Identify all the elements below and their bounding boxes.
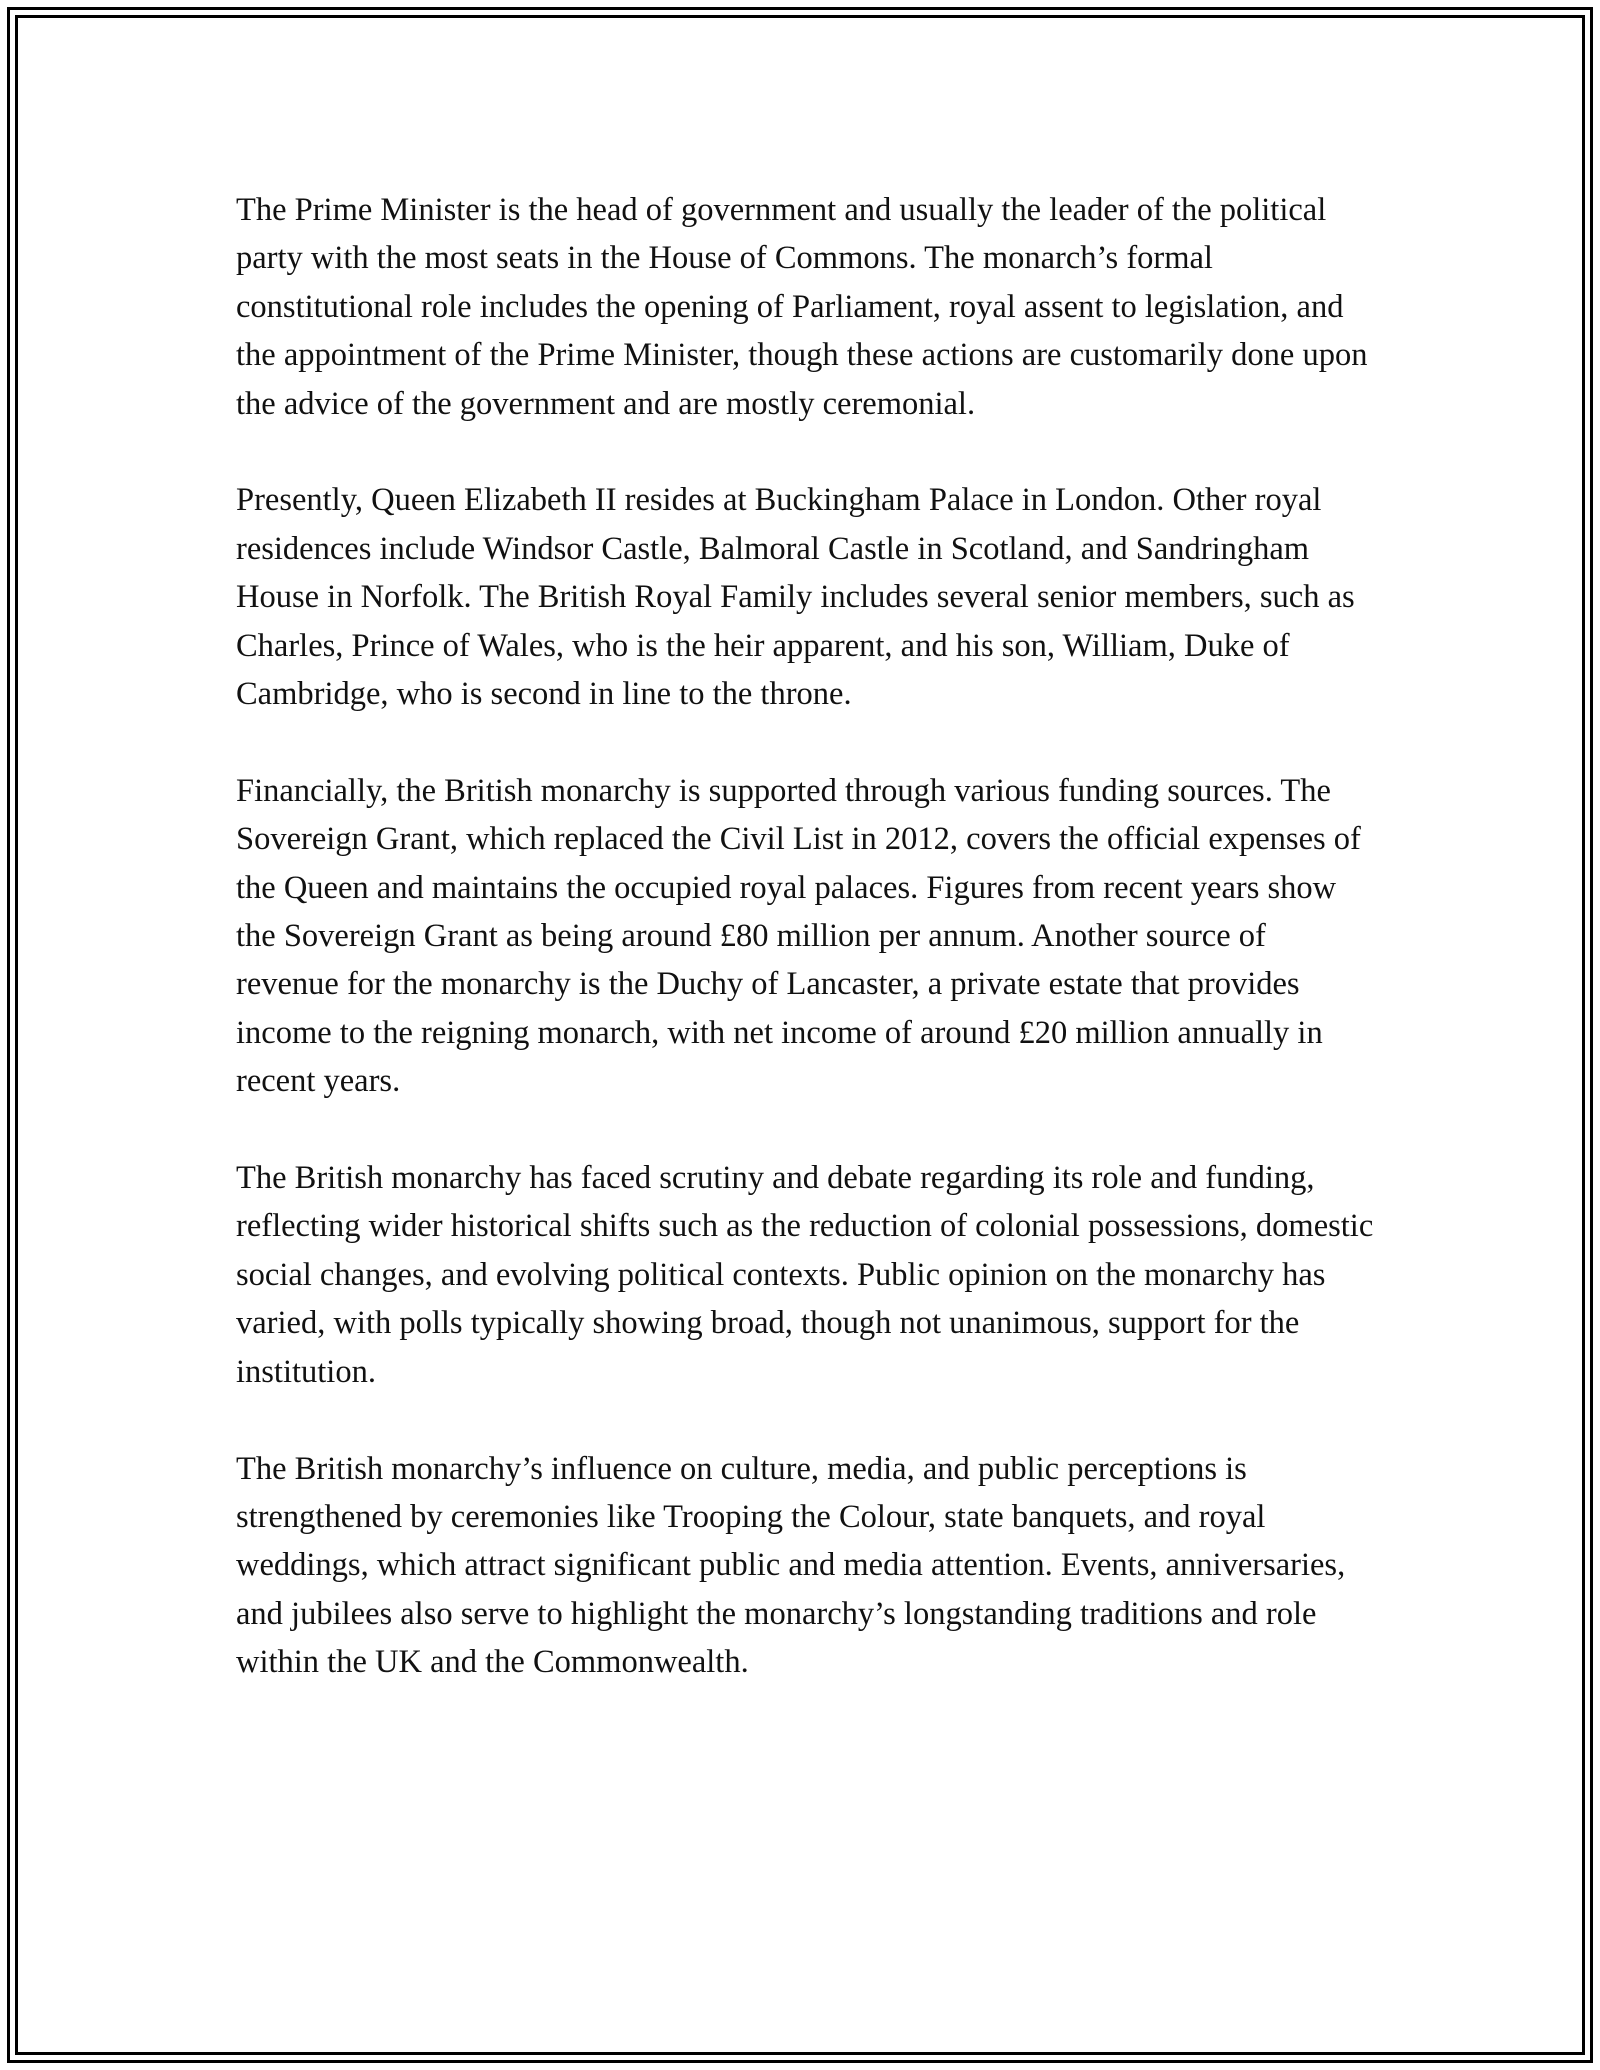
paragraph-scrutiny: The British monarchy has faced scrutiny and debate regarding its role and funding, reflecting wider historical shifts such as the reduction of colonial possessions, domestic social changes, and evolving political contexts. Public opinion on the monarchy has varied, with polls typically showing broad, though not unanimous, support for the institution. [236, 1160, 1374, 1390]
paragraph-royal-residences: Presently, Queen Elizabeth II resides at Buckingham Palace in London. Other royal residences include Windsor Castle, Balmoral Castle in Scotland, and Sandringham House in Norfolk. The British Royal Family includes several senior members, such as Charles, Prince of Wales, who is the heir apparent, and his son, William, Duke of Cambridge, who is second in line to the throne. [236, 482, 1355, 713]
paragraph-prime-minister: The Prime Minister is the head of government and usually the leader of the political party with the most seats in the House of Commons. The monarch’s formal constitutional role includes the opening of Parliament, royal assent to legislation, and the appointment of the Prime Minister, though these actions are customarily done upon the advice of the government and are mostly ceremonial. [236, 192, 1368, 422]
paragraph-funding: Financially, the British monarchy is supported through various funding sources. The Sovereign Grant, which replaced the Civil List in 2012, covers the official expenses of the Queen and maintains the occupied royal palaces. Figures from recent years show the Sovereign Grant as being around £80 million per annum. Another source of revenue for the monarchy is the Duchy of Lancaster, a private estate that provides income to the reigning monarch, with net income of around £20 million annually in recent years. [236, 772, 1361, 1100]
paragraph-cultural-influence: The British monarchy’s influence on culture, media, and public perceptions is strengthened by ceremonies like Trooping the Colour, state banquets, and royal weddings, which attract significant public and media attention. Events, anniversaries, and jubilees also serve to highlight the monarchy’s longstanding traditions and role within the UK and the Commonwealth. [236, 1450, 1346, 1681]
document-body [236, 186, 1376, 1735]
